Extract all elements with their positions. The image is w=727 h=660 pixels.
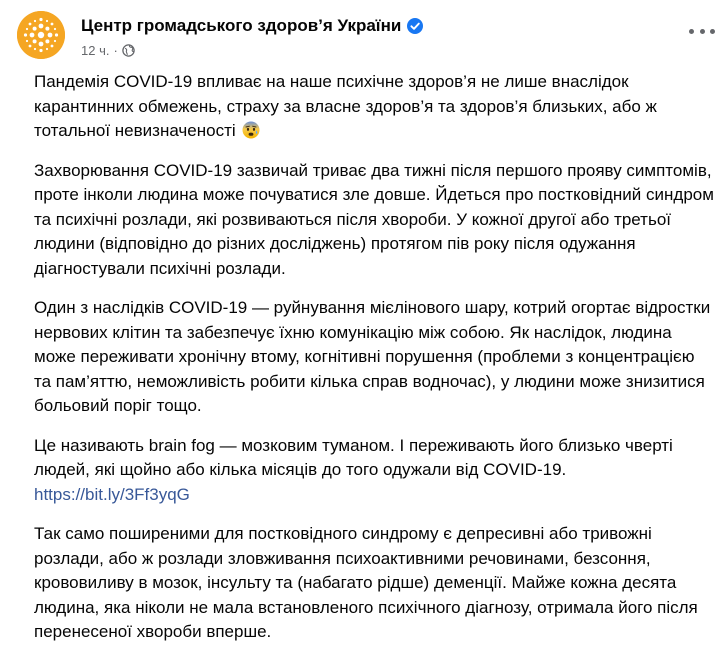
post-timestamp[interactable]: 12 ч. [81,43,110,58]
post-meta [81,43,135,58]
post-paragraph-1 [34,70,714,144]
post-paragraph-3: Один з наслідків COVID-19 — руйнування мієлінового шару, котрий огортає відростки нервових клітин та забезпечує їхню комунікацію між собою. Як наслідок, людина може переживати хронічну втому, когнітивні порушення (проблеми з концентрацією та пам’яттю, неможливість робити кілька справ водночас), у людини може знизитися больовий поріг тощо. [34,298,711,415]
post-paragraph-4 [34,434,714,508]
more-options-icon[interactable] [689,23,715,39]
anxious-face-emoji-icon [242,121,260,139]
page-avatar[interactable] [17,11,65,59]
post-body [34,70,714,660]
author-name[interactable]: Центр громадського здоров’я України [81,16,402,35]
more-dot [710,29,715,34]
more-dot [689,29,694,34]
meta-separator: · [113,43,118,58]
paragraph-text: Пандемія COVID-19 впливає на наше психічне здоров’я не лише внаслідок карантинних обмежень, страху за власне здоров’я та здоров’я близьких, або ж тотальної невизначеності [34,72,657,140]
author-line [81,16,423,36]
paragraph-text: Це називають brain fog — мозковим туманом. І переживають його близько чверті людей, які щойно або кілька місяців до того одужали від COVID-19. [34,435,673,479]
globe-icon[interactable] [122,44,135,57]
post-link[interactable]: https://bit.ly/3Ff3yqG [34,484,190,504]
more-dot [700,29,705,34]
verified-badge-icon [407,18,423,34]
post-header [17,11,717,61]
post-paragraph-2: Захворювання COVID-19 зазвичай триває два тижні після першого прояву симптомів, проте інколи людина може почуватися зле довше. Йдеться про постковідний синдром та психічні розлади, які розвиваються після хвороби. У кожної другої або третьої людини (відповідно до різних досліджень) протягом пів року після одужання діагностували психічні розлади. [34,160,714,278]
post-paragraph-5: Так само поширеними для постковідного синдрому є депресивні або тривожні розлади, або ж розлади зловживання психоактивними речовинами, безсоння, крововиливу в мозок, інсульту та (набагато рідше) деменції. Майже кожна десята людина, яка ніколи не мала встановленого психічного діагнозу, отримала його після перенесеної хвороби вперше. [34,524,698,641]
sun-logo-icon [17,11,65,59]
